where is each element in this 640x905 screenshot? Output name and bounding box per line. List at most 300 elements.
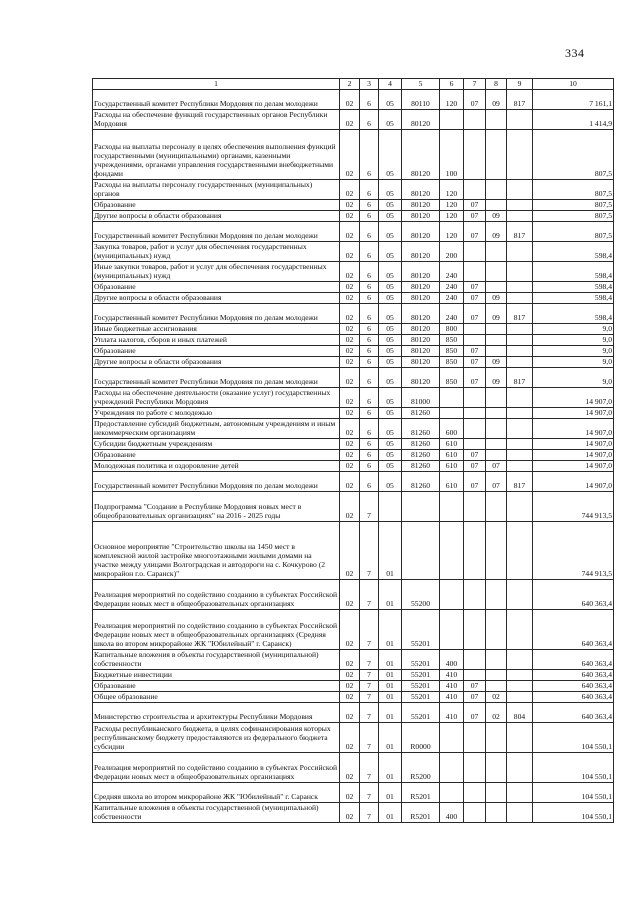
table-row <box>93 753 614 783</box>
row-amount: 598,4 <box>533 282 614 293</box>
code-4: 05 <box>379 130 402 180</box>
code-4: 05 <box>379 368 402 388</box>
code-7: 07 <box>464 293 486 304</box>
table-row <box>93 335 614 346</box>
code-9 <box>507 670 533 681</box>
code-9 <box>507 388 533 408</box>
code-5: 81260 <box>402 419 440 439</box>
code-5: 80120 <box>402 211 440 222</box>
code-4: 01 <box>379 522 402 580</box>
row-amount: 640 363,4 <box>533 580 614 610</box>
column-header: 2 <box>340 79 360 90</box>
code-4: 05 <box>379 450 402 461</box>
code-4: 01 <box>379 723 402 753</box>
row-amount: 640 363,4 <box>533 681 614 692</box>
row-description: Образование <box>93 200 340 211</box>
code-5: 81260 <box>402 461 440 472</box>
code-8 <box>486 110 507 130</box>
code-5: R5201 <box>402 803 440 823</box>
code-2: 02 <box>340 293 360 304</box>
code-5: 55200 <box>402 580 440 610</box>
row-description: Образование <box>93 282 340 293</box>
row-amount: 14 907,0 <box>533 450 614 461</box>
code-6: 850 <box>440 368 464 388</box>
code-6: 850 <box>440 357 464 368</box>
code-3: 6 <box>360 346 379 357</box>
row-description: Государственный комитет Республики Мордовия по делам молодежи <box>93 90 340 110</box>
code-8 <box>486 282 507 293</box>
code-8 <box>486 262 507 282</box>
code-9 <box>507 461 533 472</box>
code-5: 80120 <box>402 282 440 293</box>
code-4: 01 <box>379 753 402 783</box>
row-amount: 14 907,0 <box>533 439 614 450</box>
code-3: 6 <box>360 262 379 282</box>
table-row <box>93 388 614 408</box>
table-row <box>93 419 614 439</box>
code-8: 07 <box>486 472 507 492</box>
row-description: Иные закупки товаров, работ и услуг для обеспечения государственных (муниципальных) нужд <box>93 262 340 282</box>
row-amount: 640 363,4 <box>533 692 614 703</box>
code-6 <box>440 783 464 803</box>
code-6 <box>440 610 464 650</box>
code-9: 817 <box>507 222 533 242</box>
code-3: 7 <box>360 670 379 681</box>
code-2: 02 <box>340 753 360 783</box>
code-3: 6 <box>360 282 379 293</box>
code-7 <box>464 522 486 580</box>
table-row <box>93 180 614 200</box>
row-description: Учреждения по работе с молодежью <box>93 408 340 419</box>
code-3: 6 <box>360 419 379 439</box>
row-description: Другие вопросы в области образования <box>93 211 340 222</box>
code-2: 02 <box>340 130 360 180</box>
row-description: Расходы на обеспечение деятельности (оказание услуг) государственных учреждений Республики Мордовия <box>93 388 340 408</box>
code-3: 6 <box>360 408 379 419</box>
row-amount: 807,5 <box>533 180 614 200</box>
table-row <box>93 90 614 110</box>
code-5: 80120 <box>402 222 440 242</box>
column-header: 6 <box>440 79 464 90</box>
table-row <box>93 130 614 180</box>
code-4: 05 <box>379 335 402 346</box>
code-5: 80120 <box>402 335 440 346</box>
code-3: 6 <box>360 130 379 180</box>
code-3: 6 <box>360 293 379 304</box>
code-8 <box>486 670 507 681</box>
code-2: 02 <box>340 357 360 368</box>
row-description: Подпрограмма "Создание в Республике Мордовия новых мест в общеобразовательных организациях" на 2016 - 2025 годы <box>93 492 340 522</box>
code-3: 6 <box>360 200 379 211</box>
column-header: 1 <box>93 79 340 90</box>
code-2: 02 <box>340 670 360 681</box>
code-7 <box>464 580 486 610</box>
code-4: 05 <box>379 439 402 450</box>
row-description: Средняя школа во втором микрорайоне ЖК "Юбилейный" г. Саранск <box>93 783 340 803</box>
row-description: Капитальные вложения в объекты государственной (муниципальной) собственности <box>93 803 340 823</box>
code-7 <box>464 610 486 650</box>
code-7 <box>464 670 486 681</box>
code-3: 6 <box>360 110 379 130</box>
code-6 <box>440 723 464 753</box>
code-6: 400 <box>440 650 464 670</box>
code-8: 09 <box>486 90 507 110</box>
code-4: 05 <box>379 357 402 368</box>
code-8: 09 <box>486 222 507 242</box>
row-amount: 598,4 <box>533 242 614 262</box>
code-9 <box>507 723 533 753</box>
code-9 <box>507 180 533 200</box>
code-6: 410 <box>440 692 464 703</box>
code-2: 02 <box>340 180 360 200</box>
code-6 <box>440 522 464 580</box>
row-description: Расходы на выплаты персоналу государственных (муниципальных) органов <box>93 180 340 200</box>
code-8 <box>486 419 507 439</box>
code-2: 02 <box>340 242 360 262</box>
code-2: 02 <box>340 200 360 211</box>
code-6: 850 <box>440 335 464 346</box>
code-9 <box>507 681 533 692</box>
row-amount: 807,5 <box>533 200 614 211</box>
row-description: Субсидии бюджетным учреждениям <box>93 439 340 450</box>
code-7: 07 <box>464 200 486 211</box>
code-9 <box>507 450 533 461</box>
code-4: 01 <box>379 803 402 823</box>
table-header-row <box>93 79 614 90</box>
code-7: 07 <box>464 368 486 388</box>
code-7 <box>464 110 486 130</box>
code-6: 120 <box>440 180 464 200</box>
code-8 <box>486 753 507 783</box>
code-6: 610 <box>440 439 464 450</box>
row-amount: 1 414,9 <box>533 110 614 130</box>
code-3: 6 <box>360 461 379 472</box>
row-amount: 14 907,0 <box>533 388 614 408</box>
code-4: 05 <box>379 304 402 324</box>
code-3: 7 <box>360 681 379 692</box>
code-4: 05 <box>379 262 402 282</box>
code-9 <box>507 282 533 293</box>
code-3: 6 <box>360 222 379 242</box>
code-4 <box>379 492 402 522</box>
code-7 <box>464 335 486 346</box>
code-4: 05 <box>379 419 402 439</box>
code-9 <box>507 492 533 522</box>
code-5: 81260 <box>402 439 440 450</box>
code-3: 7 <box>360 610 379 650</box>
code-2: 02 <box>340 681 360 692</box>
code-7: 07 <box>464 222 486 242</box>
code-8 <box>486 242 507 262</box>
row-description: Предоставление субсидий бюджетным, автономным учреждениям и иным некоммерческим организациям <box>93 419 340 439</box>
code-8 <box>486 180 507 200</box>
code-3: 7 <box>360 522 379 580</box>
code-5: 80120 <box>402 180 440 200</box>
code-2: 02 <box>340 346 360 357</box>
code-3: 7 <box>360 492 379 522</box>
code-3: 7 <box>360 753 379 783</box>
code-9 <box>507 439 533 450</box>
table-row <box>93 492 614 522</box>
code-5: 80110 <box>402 90 440 110</box>
table-row <box>93 472 614 492</box>
column-header: 10 <box>533 79 614 90</box>
code-7 <box>464 130 486 180</box>
code-2: 02 <box>340 419 360 439</box>
row-description: Бюджетные инвестиции <box>93 670 340 681</box>
code-2: 02 <box>340 803 360 823</box>
code-6 <box>440 580 464 610</box>
row-amount: 640 363,4 <box>533 670 614 681</box>
row-description: Образование <box>93 450 340 461</box>
code-7: 07 <box>464 681 486 692</box>
code-3: 6 <box>360 335 379 346</box>
code-3: 6 <box>360 388 379 408</box>
code-9 <box>507 610 533 650</box>
row-amount: 14 907,0 <box>533 472 614 492</box>
code-6: 120 <box>440 211 464 222</box>
row-amount: 9,0 <box>533 324 614 335</box>
table-row <box>93 293 614 304</box>
code-3: 6 <box>360 90 379 110</box>
code-7 <box>464 324 486 335</box>
code-6: 120 <box>440 200 464 211</box>
code-6: 240 <box>440 282 464 293</box>
row-description: Государственный комитет Республики Мордовия по делам молодежи <box>93 368 340 388</box>
column-header: 5 <box>402 79 440 90</box>
row-description: Государственный комитет Республики Мордовия по делам молодежи <box>93 472 340 492</box>
code-5: 81260 <box>402 450 440 461</box>
code-6 <box>440 753 464 783</box>
code-4: 05 <box>379 388 402 408</box>
table-body <box>93 90 614 823</box>
code-8 <box>486 723 507 753</box>
code-9: 817 <box>507 368 533 388</box>
code-9 <box>507 419 533 439</box>
code-8 <box>486 346 507 357</box>
row-description: Расходы республиканского бюджета, в целях софинансирования которых республиканскому бюджету предоставляются из федерального бюджета субсидии <box>93 723 340 753</box>
code-7: 07 <box>464 357 486 368</box>
row-amount: 9,0 <box>533 346 614 357</box>
row-amount: 807,5 <box>533 211 614 222</box>
column-header: 3 <box>360 79 379 90</box>
code-4: 05 <box>379 461 402 472</box>
code-4: 05 <box>379 90 402 110</box>
code-2: 02 <box>340 723 360 753</box>
column-header: 7 <box>464 79 486 90</box>
row-amount: 104 550,1 <box>533 803 614 823</box>
code-3: 6 <box>360 242 379 262</box>
code-6: 400 <box>440 803 464 823</box>
row-description: Основное мероприятие "Строительство школы на 1450 мест в комплексной жилой застройке многоэтажными жилыми домами на участке между улицами Волгоградская и автодороги на с. Кочкурово (2 микрорайон г.о. Саранск)" <box>93 522 340 580</box>
budget-table <box>92 78 614 823</box>
code-3: 6 <box>360 357 379 368</box>
table-row <box>93 450 614 461</box>
code-5: 80120 <box>402 262 440 282</box>
column-header: 4 <box>379 79 402 90</box>
code-8: 09 <box>486 304 507 324</box>
code-9 <box>507 357 533 368</box>
row-amount: 744 913,5 <box>533 522 614 580</box>
row-amount: 598,4 <box>533 304 614 324</box>
code-9: 817 <box>507 472 533 492</box>
code-2: 02 <box>340 650 360 670</box>
code-4: 01 <box>379 692 402 703</box>
code-8 <box>486 783 507 803</box>
row-description: Государственный комитет Республики Мордовия по делам молодежи <box>93 304 340 324</box>
table-row <box>93 783 614 803</box>
column-header: 9 <box>507 79 533 90</box>
code-2: 02 <box>340 439 360 450</box>
row-amount: 744 913,5 <box>533 492 614 522</box>
code-4: 05 <box>379 180 402 200</box>
table-row <box>93 461 614 472</box>
code-5: 55201 <box>402 681 440 692</box>
code-8: 09 <box>486 368 507 388</box>
code-7: 07 <box>464 703 486 723</box>
code-3: 6 <box>360 304 379 324</box>
table-row <box>93 222 614 242</box>
row-amount: 104 550,1 <box>533 783 614 803</box>
code-4: 05 <box>379 293 402 304</box>
code-7 <box>464 408 486 419</box>
row-description: Другие вопросы в области образования <box>93 357 340 368</box>
row-description: Другие вопросы в области образования <box>93 293 340 304</box>
code-4: 01 <box>379 783 402 803</box>
code-4: 01 <box>379 580 402 610</box>
row-amount: 598,4 <box>533 293 614 304</box>
code-8: 02 <box>486 703 507 723</box>
row-amount: 807,5 <box>533 130 614 180</box>
code-8 <box>486 388 507 408</box>
code-2: 02 <box>340 492 360 522</box>
row-description: Образование <box>93 346 340 357</box>
table-row <box>93 692 614 703</box>
code-9 <box>507 324 533 335</box>
code-2: 02 <box>340 335 360 346</box>
code-7 <box>464 388 486 408</box>
row-description: Расходы на обеспечение функций государственных органов Республики Мордовия <box>93 110 340 130</box>
code-5: 80120 <box>402 346 440 357</box>
code-4: 05 <box>379 282 402 293</box>
code-7 <box>464 439 486 450</box>
code-8 <box>486 522 507 580</box>
row-description: Закупка товаров, работ и услуг для обеспечения государственных (муниципальных) нужд <box>93 242 340 262</box>
row-amount: 14 907,0 <box>533 419 614 439</box>
code-3: 6 <box>360 211 379 222</box>
row-amount: 9,0 <box>533 357 614 368</box>
row-amount: 640 363,4 <box>533 610 614 650</box>
table-row <box>93 580 614 610</box>
code-4: 01 <box>379 681 402 692</box>
code-2: 02 <box>340 408 360 419</box>
code-3: 7 <box>360 650 379 670</box>
table-row <box>93 670 614 681</box>
code-5: 80120 <box>402 130 440 180</box>
code-3: 6 <box>360 450 379 461</box>
code-9 <box>507 408 533 419</box>
code-5: 81000 <box>402 388 440 408</box>
row-description: Образование <box>93 681 340 692</box>
code-7: 07 <box>464 90 486 110</box>
code-4: 01 <box>379 670 402 681</box>
code-4: 05 <box>379 200 402 211</box>
code-9 <box>507 522 533 580</box>
row-description: Иные бюджетные ассигнования <box>93 324 340 335</box>
code-8 <box>486 439 507 450</box>
code-2: 02 <box>340 472 360 492</box>
code-5: 80120 <box>402 293 440 304</box>
row-amount: 598,4 <box>533 262 614 282</box>
code-5: R5200 <box>402 753 440 783</box>
code-7: 07 <box>464 304 486 324</box>
code-9 <box>507 335 533 346</box>
code-3: 6 <box>360 324 379 335</box>
code-8 <box>486 335 507 346</box>
table-row <box>93 346 614 357</box>
table-row <box>93 703 614 723</box>
code-8 <box>486 610 507 650</box>
code-5: 55201 <box>402 692 440 703</box>
code-6: 610 <box>440 450 464 461</box>
code-2: 02 <box>340 304 360 324</box>
row-amount: 807,5 <box>533 222 614 242</box>
row-description: Уплата налогов, сборов и иных платежей <box>93 335 340 346</box>
row-amount: 104 550,1 <box>533 723 614 753</box>
row-description: Капитальные вложения в объекты государственной (муниципальной) собственности <box>93 650 340 670</box>
code-8 <box>486 408 507 419</box>
code-4: 05 <box>379 222 402 242</box>
row-amount: 640 363,4 <box>533 703 614 723</box>
code-4: 05 <box>379 324 402 335</box>
code-9 <box>507 211 533 222</box>
code-8: 09 <box>486 293 507 304</box>
row-description: Реализация мероприятий по содействию созданию в субъектах Российской Федерации новых мест в общеобразовательных организациях <box>93 753 340 783</box>
row-description: Расходы на выплаты персоналу в целях обеспечения выполнения функций государственными (муниципальными) органами, казенными учреждениями, органами управления государственными внебюджетными фондами <box>93 130 340 180</box>
code-6 <box>440 110 464 130</box>
code-9 <box>507 293 533 304</box>
table-row <box>93 324 614 335</box>
code-3: 7 <box>360 692 379 703</box>
code-3: 6 <box>360 368 379 388</box>
code-9 <box>507 580 533 610</box>
code-8 <box>486 324 507 335</box>
code-5: 80120 <box>402 242 440 262</box>
code-4: 01 <box>379 650 402 670</box>
row-amount: 9,0 <box>533 368 614 388</box>
table-row <box>93 282 614 293</box>
code-8 <box>486 492 507 522</box>
table-row <box>93 211 614 222</box>
code-4: 05 <box>379 408 402 419</box>
table-row <box>93 681 614 692</box>
table-row <box>93 522 614 580</box>
code-5: 80120 <box>402 304 440 324</box>
code-6: 800 <box>440 324 464 335</box>
code-2: 02 <box>340 522 360 580</box>
row-amount: 9,0 <box>533 335 614 346</box>
code-6: 410 <box>440 681 464 692</box>
code-6: 410 <box>440 703 464 723</box>
code-2: 02 <box>340 610 360 650</box>
code-9 <box>507 783 533 803</box>
code-9 <box>507 803 533 823</box>
code-7 <box>464 419 486 439</box>
table-row <box>93 368 614 388</box>
code-6: 120 <box>440 90 464 110</box>
code-4: 05 <box>379 110 402 130</box>
table-row <box>93 723 614 753</box>
